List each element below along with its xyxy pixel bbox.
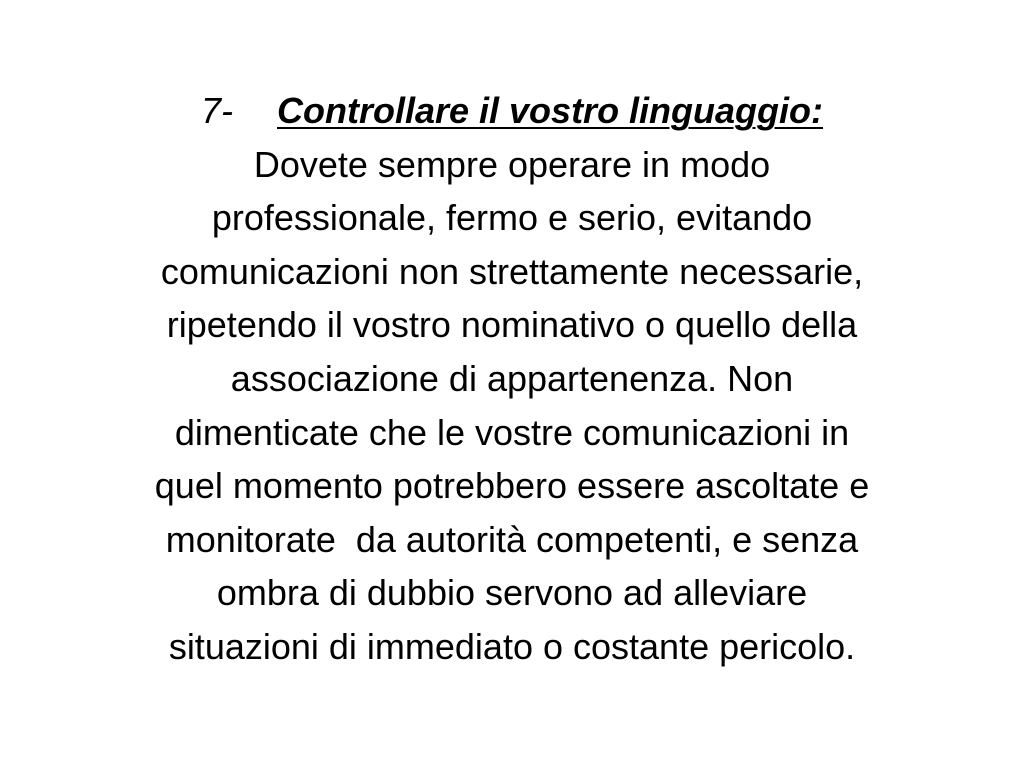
item-title: Controllare il vostro linguaggio: <box>277 90 824 131</box>
item-number: 7- <box>200 90 233 131</box>
body-line: quel momento potrebbero essere ascoltate e <box>154 465 870 507</box>
slide-heading <box>40 84 984 138</box>
body-line: dimenticate che le vostre comunicazioni in <box>174 411 850 453</box>
body-line: ripetendo il vostro nominativo o quello della <box>166 304 858 346</box>
body-line: situazioni di immediato o costante pericolo. <box>168 625 856 667</box>
body-line: ombra di dubbio servono ad alleviare <box>216 572 808 614</box>
body-line: Dovete sempre operare in modo <box>253 143 771 185</box>
slide-content <box>40 84 984 674</box>
body-line: professionale, fermo e serio, evitando <box>211 197 813 239</box>
body-line: comunicazioni non strettamente necessarie, <box>160 250 864 292</box>
body-line: monitorate da autorità competenti, e senza <box>165 518 859 560</box>
slide-body <box>40 138 984 674</box>
body-line: associazione di appartenenza. Non <box>230 357 794 399</box>
